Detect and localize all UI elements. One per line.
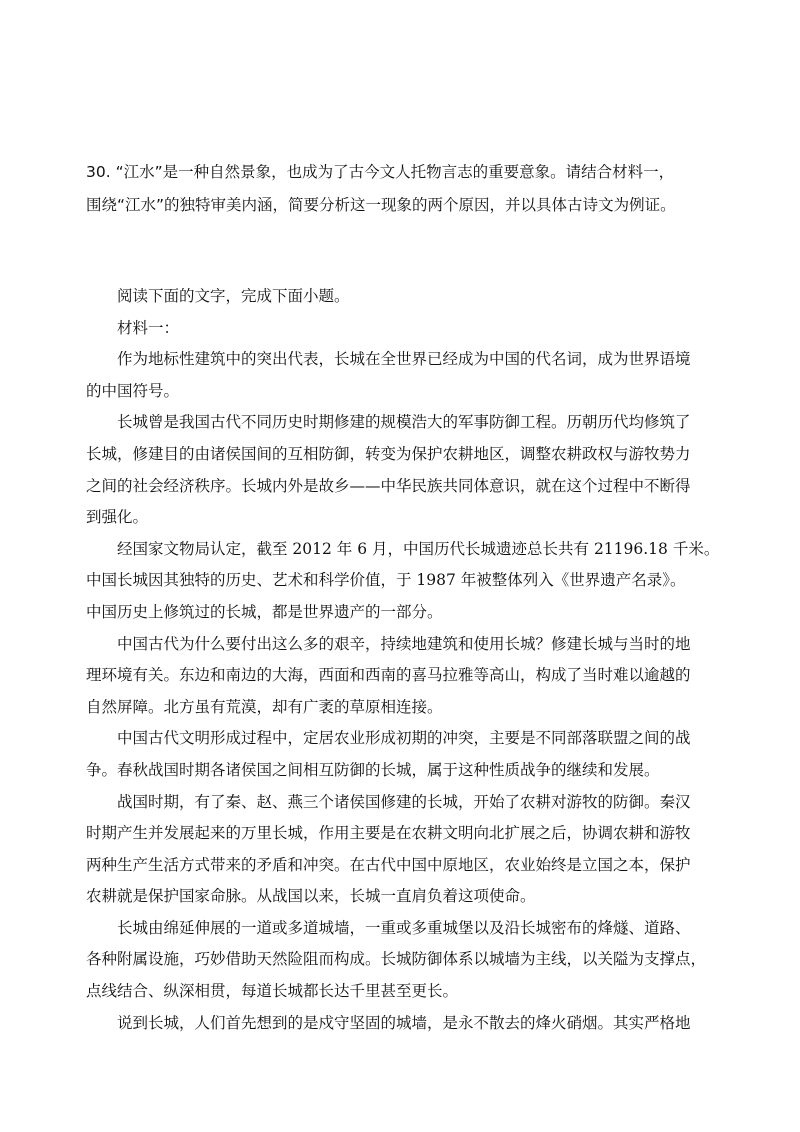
- passage-line: 的中国符号。: [86, 381, 180, 400]
- passage-line: 说到长城，人们首先想到的是戍守坚固的城墙，是永不散去的烽火硝烟。其实严格地: [117, 1013, 691, 1032]
- passage-line: 长城由绵延伸展的一道或多道城墙，一重或多重城堡以及沿长城密布的烽燧、道路、: [117, 918, 691, 937]
- passage-line: 点线结合、纵深相贯，每道长城都长达千里甚至更长。: [86, 982, 459, 1001]
- material-label: 材料一：: [117, 318, 180, 337]
- question-line: 30. “江水”是一种自然景象，也成为了古今文人托物言志的重要意象。请结合材料一，: [86, 163, 675, 181]
- passage-line: 自然屏障。北方虽有荒漠，却有广袤的草原相连接。: [86, 697, 443, 716]
- reading-passage: [86, 281, 726, 1039]
- passage-line: 农耕就是保护国家命脉。从战国以来，长城一直肩负着这项使命。: [86, 887, 536, 906]
- passage-line: 各种附属设施，巧妙借助天然险阻而构成。长城防御体系以城墙为主线，以关隘为支撑点，: [86, 950, 707, 969]
- passage-line: 经国家文物局认定，截至 2012 年 6 月，中国历代长城遗迹总长共有 21196.18 千米。: [117, 539, 720, 558]
- passage-line: 战国时期，有了秦、赵、燕三个诸侯国修建的长城，开始了农耕对游牧的防御。秦汉: [117, 792, 691, 811]
- question-line: 围绕“江水”的独特审美内涵，简要分析这一现象的两个原因，并以具体古诗文为例证。: [86, 196, 676, 214]
- passage-line: 时期产生并发展起来的万里长城，作用主要是在农耕文明向北扩展之后，协调农耕和游牧: [86, 824, 691, 843]
- passage-line: 理环境有关。东边和南边的大海，西面和西南的喜马拉雅等高山，构成了当时难以逾越的: [86, 666, 691, 685]
- passage-line: 中国古代为什么要付出这么多的艰辛，持续地建筑和使用长城？修建长城与当时的地: [117, 634, 691, 653]
- passage-line: 作为地标性建筑中的突出代表，长城在全世界已经成为中国的代名词，成为世界语境: [117, 350, 691, 369]
- passage-line: 长城曾是我国古代不同历史时期修建的规模浩大的军事防御工程。历朝历代均修筑了: [117, 413, 691, 432]
- passage-line: 长城，修建目的由诸侯国间的互相防御，转变为保护农耕地区，调整农耕政权与游牧势力: [86, 444, 691, 463]
- passage-line: 两种生产生活方式带来的矛盾和冲突。在古代中国中原地区，农业始终是立国之本，保护: [86, 855, 691, 874]
- passage-line: 争。春秋战国时期各诸侯国之间相互防御的长城，属于这种性质战争的继续和发展。: [86, 760, 660, 779]
- passage-instruction: 阅读下面的文字，完成下面小题。: [117, 287, 350, 305]
- passage-line: 中国长城因其独特的历史、艺术和科学价值，于 1987 年被整体列入《世界遗产名录》。: [86, 571, 686, 590]
- passage-line: 之间的社会经济秩序。长城内外是故乡——中华民族共同体意识，就在这个过程中不断得: [86, 476, 691, 495]
- passage-line: 到强化。: [86, 508, 149, 527]
- passage-line: 中国历史上修筑过的长城，都是世界遗产的一部分。: [86, 602, 443, 621]
- question-30: [86, 156, 726, 222]
- passage-line: 中国古代文明形成过程中，定居农业形成初期的冲突，主要是不同部落联盟之间的战: [117, 729, 691, 748]
